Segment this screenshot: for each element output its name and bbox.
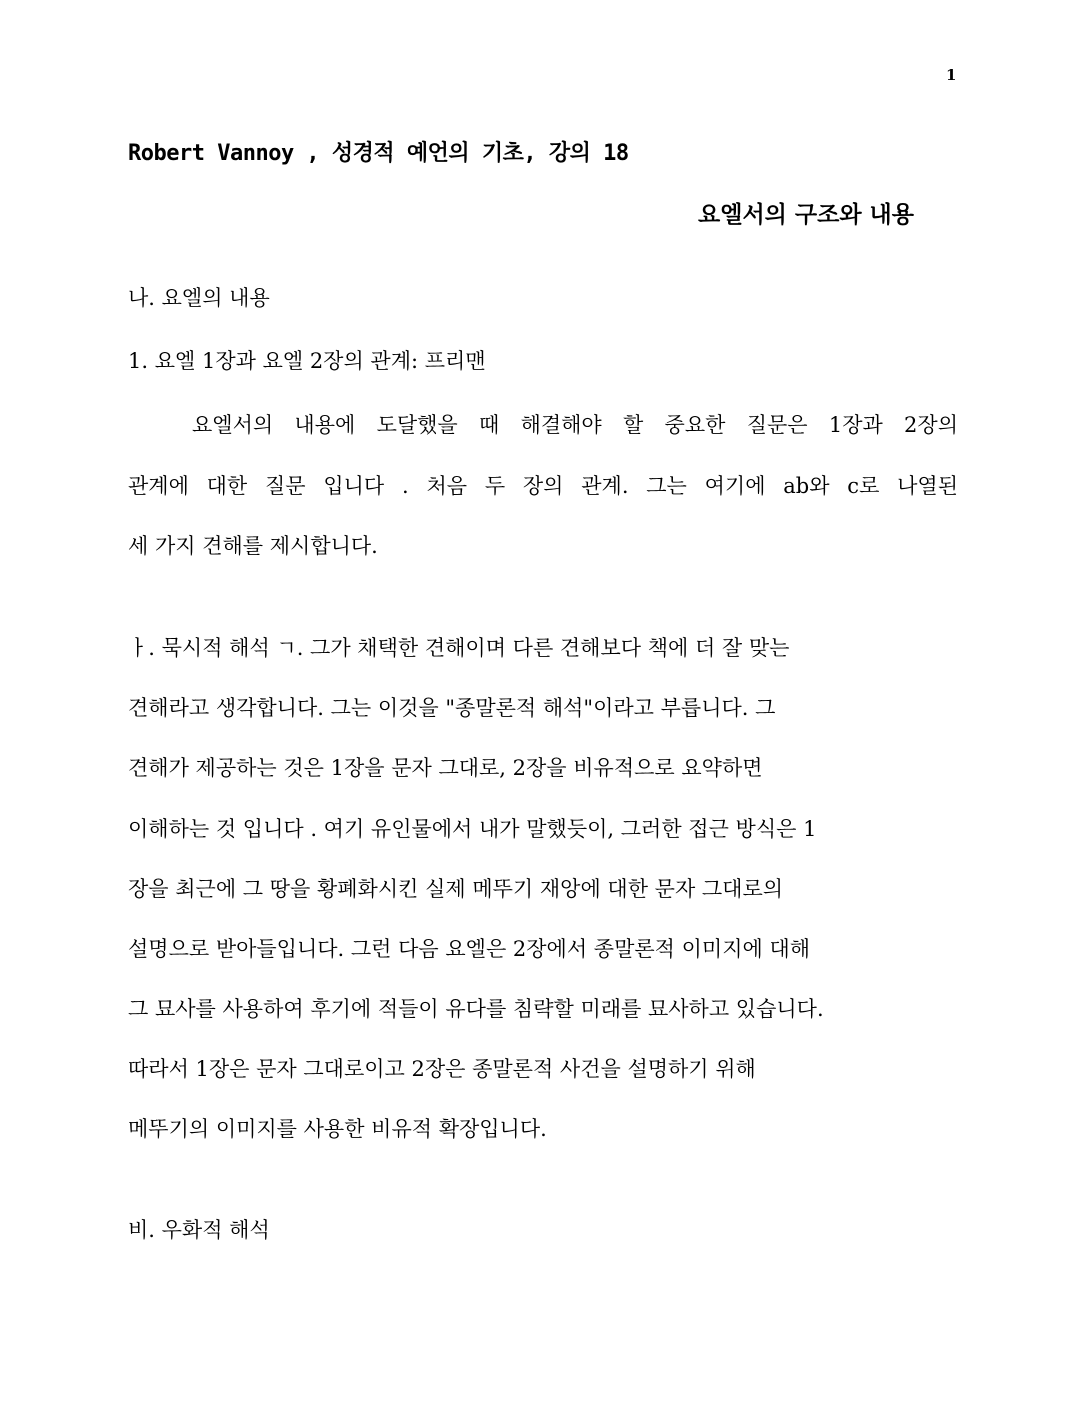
paragraph-2-line-8: 따라서 1장은 문자 그대로이고 2장은 종말론적 사건을 설명하기 위해 xyxy=(128,1057,756,1081)
paragraph-1-line-2: 관계에 대한 질문 입니다 . 처음 두 장의 관계. 그는 여기에 ab와 c로 나열된 xyxy=(128,474,958,498)
paragraph-2-line-7: 그 묘사를 사용하여 후기에 적들이 유다를 침략할 미래를 묘사하고 있습니다. xyxy=(128,997,824,1021)
document-subtitle: 요엘서의 구조와 내용 xyxy=(698,202,914,228)
paragraph-2-line-6: 설명으로 받아들입니다. 그런 다음 요엘은 2장에서 종말론적 이미지에 대해 xyxy=(128,937,811,961)
subsection-heading: 1. 요엘 1장과 요엘 2장의 관계: 프리맨 xyxy=(128,349,486,373)
paragraph-2-line-3: 견해가 제공하는 것은 1장을 문자 그대로, 2장을 비유적으로 요약하면 xyxy=(128,756,763,780)
paragraph-2-line-1: ㅏ. 묵시적 해석 ㄱ. 그가 채택한 견해이며 다른 견해보다 책에 더 잘 맞는 xyxy=(128,636,790,660)
paragraph-2-line-2: 견해라고 생각합니다. 그는 이것을 "종말론적 해석"이라고 부릅니다. 그 xyxy=(128,696,776,720)
page-number: 1 xyxy=(946,66,957,84)
paragraph-1-line-1: 요엘서의 내용에 도달했을 때 해결해야 할 중요한 질문은 1장과 2장의 xyxy=(192,413,958,437)
paragraph-1-line-3: 세 가지 견해를 제시합니다. xyxy=(128,534,378,558)
document-title: Robert Vannoy , 성경적 예언의 기초, 강의 18 xyxy=(128,141,629,166)
paragraph-2-line-5: 장을 최근에 그 땅을 황폐화시킨 실제 메뚜기 재앙에 대한 문자 그대로의 xyxy=(128,877,784,901)
section-heading: 나. 요엘의 내용 xyxy=(128,286,270,310)
paragraph-2-line-4: 이해하는 것 입니다 . 여기 유인물에서 내가 말했듯이, 그러한 접근 방식은 1 xyxy=(128,817,817,841)
section-b-heading: 비. 우화적 해석 xyxy=(128,1218,270,1242)
paragraph-2-line-9: 메뚜기의 이미지를 사용한 비유적 확장입니다. xyxy=(128,1117,547,1141)
